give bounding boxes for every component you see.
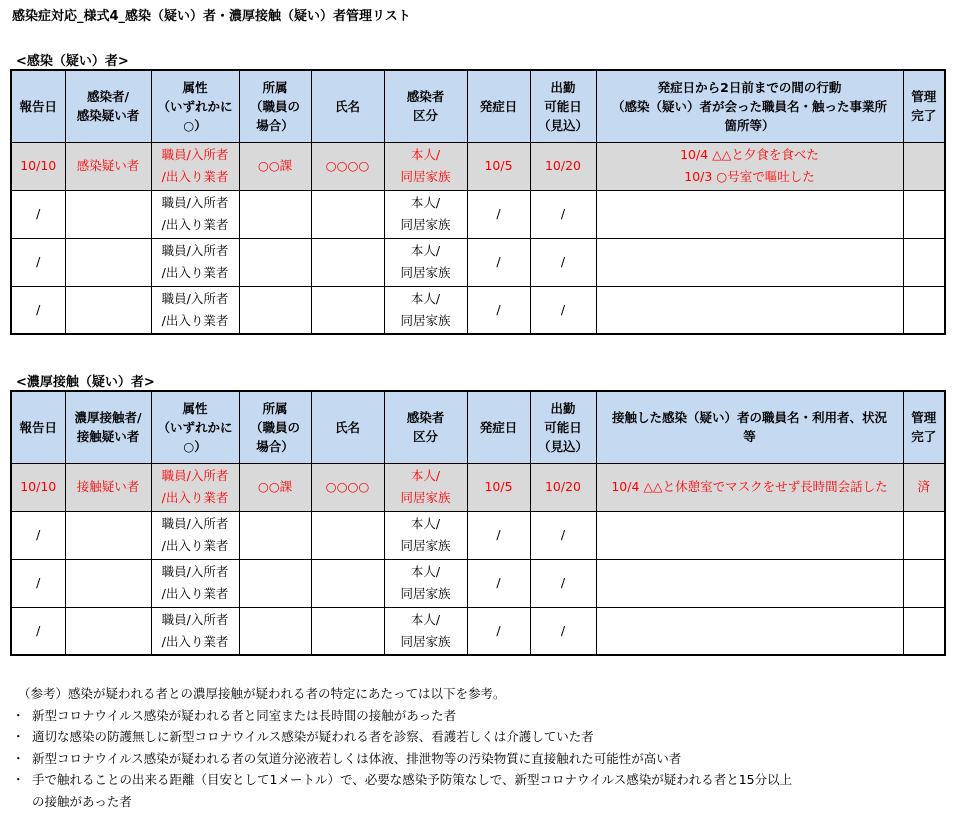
cell-onset-date[interactable]: 10/5 [467,142,530,190]
cell-category[interactable] [65,238,151,286]
header-onset-date: 発症日 [467,391,530,463]
example-row [11,142,945,190]
cell-work-date[interactable]: / [530,511,596,559]
cell-name[interactable]: ○○○○ [311,463,384,511]
cell-complete[interactable] [903,511,945,559]
header-category: 濃厚接触者/ 接触疑い者 [65,391,151,463]
cell-report-date[interactable]: 10/10 [11,463,65,511]
header-complete: 管理 完了 [903,391,945,463]
note-item [10,769,940,812]
header-category: 感染者/ 感染疑い者 [65,70,151,142]
cell-onset-date[interactable]: 10/5 [467,463,530,511]
cell-onset-date[interactable]: / [467,511,530,559]
cell-affiliation[interactable] [239,607,311,655]
header-affiliation: 所属 （職員の 場合） [239,70,311,142]
cell-category[interactable] [65,511,151,559]
header-infected-class: 感染者 区分 [384,70,467,142]
cell-infected-class[interactable]: 本人/ 同居家族 [384,190,467,238]
table-row [11,238,945,286]
cell-activity[interactable] [596,607,903,655]
cell-affiliation[interactable] [239,511,311,559]
cell-infected-class[interactable]: 本人/ 同居家族 [384,511,467,559]
cell-category[interactable]: 感染疑い者 [65,142,151,190]
cell-name[interactable] [311,607,384,655]
cell-affiliation[interactable]: ○○課 [239,463,311,511]
header-attribute: 属性 （いずれかに ○） [151,70,239,142]
cell-affiliation[interactable] [239,238,311,286]
cell-report-date[interactable]: / [11,238,65,286]
cell-complete[interactable] [903,238,945,286]
note-text: 適切な感染の防護無しに新型コロナウイルス感染が疑われる者を診察、看護若しくは介護していた者 [32,729,594,744]
cell-complete[interactable]: 済 [903,463,945,511]
cell-complete[interactable] [903,607,945,655]
infected-table [10,69,946,335]
cell-infected-class[interactable]: 本人/ 同居家族 [384,238,467,286]
cell-activity[interactable]: 10/4 △△と夕食を食べた 10/3 ○号室で嘔吐した [596,142,903,190]
reference-notes [10,683,940,812]
cell-onset-date[interactable]: / [467,559,530,607]
cell-category[interactable] [65,559,151,607]
cell-activity[interactable] [596,559,903,607]
cell-work-date[interactable]: / [530,238,596,286]
note-text: 新型コロナウイルス感染が疑われる者と同室または長時間の接触があった者 [32,707,457,723]
cell-complete[interactable] [903,190,945,238]
note-item [10,726,940,748]
cell-affiliation[interactable]: ○○課 [239,142,311,190]
cell-attribute[interactable]: 職員/入所者 /出入り業者 [151,607,239,655]
cell-infected-class[interactable]: 本人/ 同居家族 [384,463,467,511]
note-text: 新型コロナウイルス感染が疑われる者の気道分泌液若しくは体液、排泄物等の汚染物質に直接触れた可能性が高い者 [32,750,682,766]
table-row [11,190,945,238]
cell-onset-date[interactable]: / [467,238,530,286]
header-row [11,70,945,142]
header-activity: 発症日から2日前までの間の行動 （感染（疑い）者が会った職員名・触った事業所 箇所等） [596,70,903,142]
cell-complete[interactable] [903,286,945,334]
cell-complete[interactable] [903,142,945,190]
table-row [11,511,945,559]
cell-affiliation[interactable] [239,559,311,607]
page-title: 感染症対応_様式4_感染（疑い）者・濃厚接触（疑い）者管理リスト [12,9,411,24]
table-row [11,286,945,334]
cell-attribute[interactable]: 職員/入所者 /出入り業者 [151,142,239,190]
cell-report-date[interactable]: 10/10 [11,142,65,190]
cell-attribute[interactable]: 職員/入所者 /出入り業者 [151,511,239,559]
header-name: 氏名 [311,391,384,463]
cell-onset-date[interactable]: / [467,607,530,655]
header-affiliation: 所属 （職員の 場合） [239,391,311,463]
cell-category[interactable]: 接触疑い者 [65,463,151,511]
bullet-icon: ・ [12,772,25,787]
header-onset-date: 発症日 [467,70,530,142]
cell-category[interactable] [65,286,151,334]
cell-attribute[interactable]: 職員/入所者 /出入り業者 [151,559,239,607]
cell-name[interactable] [311,190,384,238]
cell-affiliation[interactable] [239,190,311,238]
header-complete: 管理 完了 [903,70,945,142]
cell-attribute[interactable]: 職員/入所者 /出入り業者 [151,463,239,511]
header-infected-class: 感染者 区分 [384,391,467,463]
note-item [10,705,940,727]
table-row [11,607,945,655]
cell-infected-class[interactable]: 本人/ 同居家族 [384,607,467,655]
cell-infected-class[interactable]: 本人/ 同居家族 [384,559,467,607]
cell-affiliation[interactable] [239,286,311,334]
cell-work-date[interactable]: / [530,559,596,607]
cell-name[interactable]: ○○○○ [311,142,384,190]
cell-attribute[interactable]: 職員/入所者 /出入り業者 [151,286,239,334]
infected-section-title: <感染（疑い）者> [16,54,129,69]
cell-report-date[interactable]: / [11,190,65,238]
cell-name[interactable] [311,238,384,286]
cell-attribute[interactable]: 職員/入所者 /出入り業者 [151,238,239,286]
cell-activity[interactable]: 10/4 △△と休憩室でマスクをせず長時間会話した [596,463,903,511]
header-activity: 接触した感染（疑い）者の職員名・利用者、状況 等 [596,391,903,463]
contact-table [10,390,946,656]
cell-work-date[interactable]: 10/20 [530,463,596,511]
cell-work-date[interactable]: / [530,286,596,334]
cell-name[interactable] [311,559,384,607]
bullet-icon: ・ [12,750,25,766]
cell-report-date[interactable]: / [11,559,65,607]
cell-infected-class[interactable]: 本人/ 同居家族 [384,286,467,334]
notes-heading: （参考）感染が疑われる者との濃厚接触が疑われる者の特定にあたっては以下を参考。 [18,686,506,701]
cell-complete[interactable] [903,559,945,607]
cell-name[interactable] [311,286,384,334]
cell-onset-date[interactable]: / [467,190,530,238]
example-row [11,463,945,511]
cell-activity[interactable] [596,238,903,286]
cell-report-date[interactable]: / [11,511,65,559]
cell-work-date[interactable]: / [530,190,596,238]
cell-activity[interactable] [596,511,903,559]
header-report-date: 報告日 [11,391,65,463]
cell-infected-class[interactable]: 本人/ 同居家族 [384,142,467,190]
table-row [11,559,945,607]
notes-list [10,705,940,813]
header-work-date: 出勤 可能日 （見込） [530,391,596,463]
cell-report-date[interactable]: / [11,286,65,334]
cell-category[interactable] [65,190,151,238]
cell-activity[interactable] [596,190,903,238]
cell-work-date[interactable]: 10/20 [530,142,596,190]
cell-onset-date[interactable]: / [467,286,530,334]
contact-section-title: <濃厚接触（疑い）者> [16,375,155,390]
header-attribute: 属性 （いずれかに ○） [151,391,239,463]
header-name: 氏名 [311,70,384,142]
cell-report-date[interactable]: / [11,607,65,655]
note-text: 手で触れることの出来る距離（目安として1メートル）で、必要な感染予防策なしで、新型コロナウイルス感染が疑われる者と15分以上 の接触があった者 [32,772,793,809]
cell-work-date[interactable]: / [530,607,596,655]
cell-category[interactable] [65,607,151,655]
cell-name[interactable] [311,511,384,559]
header-row [11,391,945,463]
cell-activity[interactable] [596,286,903,334]
bullet-icon: ・ [12,729,25,744]
cell-attribute[interactable]: 職員/入所者 /出入り業者 [151,190,239,238]
note-item [10,748,940,770]
header-report-date: 報告日 [11,70,65,142]
header-work-date: 出勤 可能日 （見込） [530,70,596,142]
bullet-icon: ・ [12,707,25,723]
